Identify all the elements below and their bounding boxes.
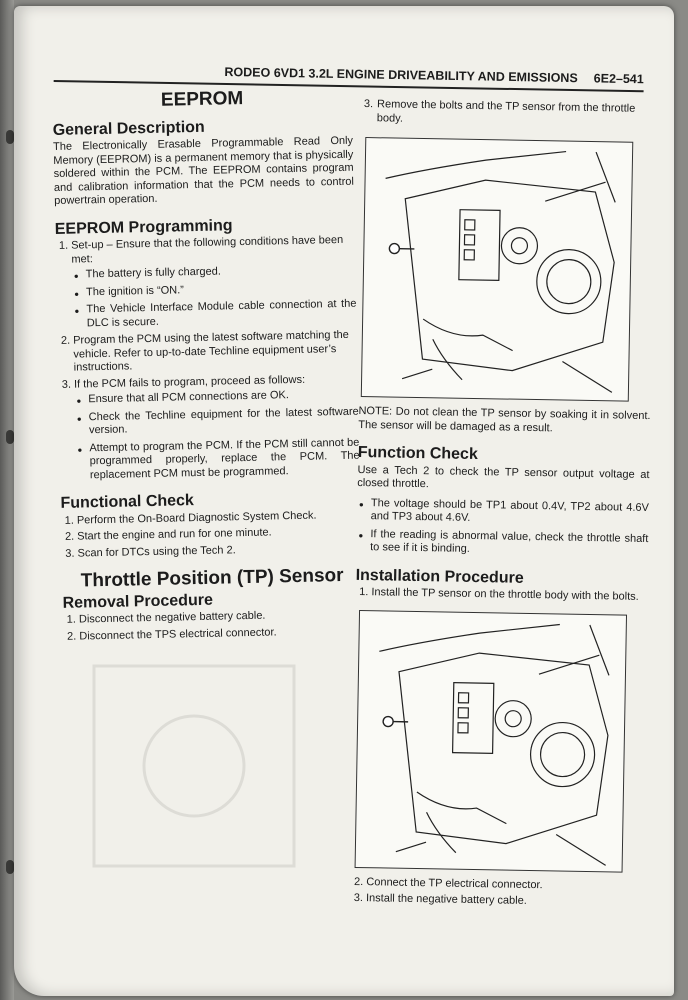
removal-steps <box>63 608 364 644</box>
list-item: 3. Scan for DTCs using the Tech 2. <box>77 541 361 560</box>
programming-steps <box>55 234 360 483</box>
list-item: 3. Install the negative battery cable. <box>366 892 642 910</box>
general-description-text: The Electronically Erasable Programmable Read Only Memory (EEPROM) is a permanent memory that is physically soldered within the PCM. The EEPROM contains program and calibration information that the PCM needs to control powertrain operation. <box>52 134 354 207</box>
installation-steps-continued <box>350 875 642 910</box>
caution-note: NOTE: Do not clean the TP sensor by soaking it in solvent. The sensor will be damaged as a result. <box>358 404 651 434</box>
bullet-list <box>74 388 360 483</box>
binder-hole <box>6 130 14 144</box>
step-number: 3. <box>363 98 374 111</box>
eeprom-programming-heading: EEPROM Programming <box>54 216 233 238</box>
step-text: Remove the bolts and the TP sensor from the throttle body. <box>376 98 636 125</box>
throttle-body-drawing <box>362 138 632 401</box>
functional-check-heading: Functional Check <box>60 492 195 512</box>
list-item: 1. Perform the On-Board Diagnostic System Check. <box>77 508 361 527</box>
bullet-item: ● The ignition is “ON.” <box>86 280 356 299</box>
programming-step <box>74 372 360 482</box>
bullet-list <box>72 263 357 331</box>
step-text: If the PCM fails to program, proceed as follows: <box>73 373 306 391</box>
bullet-list <box>356 496 649 559</box>
bullet-item: ● Attempt to program the PCM. If the PCM still cannot be programmed properly, replace the PCM. The replacement PCM must be programmed. <box>89 436 360 482</box>
function-check-heading: Function Check <box>357 443 478 464</box>
binder-hole <box>6 430 14 444</box>
right-column <box>350 98 656 914</box>
left-column <box>52 87 363 648</box>
throttle-body-drawing <box>356 611 626 872</box>
step-text: Program the PCM using the latest software matching the vehicle. Refer to up-to-date Techline equipment user’s instructions. <box>73 328 349 374</box>
page-number: 6E2–541 <box>593 71 644 87</box>
header-title: RODEO 6VD1 3.2L ENGINE DRIVEABILITY AND EMISSIONS <box>224 64 578 86</box>
bullet-item: ● Check the Techline equipment for the latest software version. <box>89 405 360 438</box>
programming-step <box>71 234 357 331</box>
binder-hole <box>6 860 14 874</box>
page-header <box>54 62 644 92</box>
installation-steps <box>355 586 647 605</box>
tp-sensor-installation-illustration <box>355 609 627 872</box>
function-check-text: Use a Tech 2 to check the TP sensor output voltage at closed throttle. <box>357 463 650 491</box>
bullet-item: ● The Vehicle Interface Module cable connection at the DLC is secure. <box>86 298 357 331</box>
tp-sensor-removal-illustration <box>361 137 633 402</box>
general-description-heading: General Description <box>52 118 205 139</box>
manual-page <box>14 6 674 996</box>
removal-step-3 <box>364 98 656 130</box>
functional-check-steps <box>61 508 362 561</box>
removal-procedure-heading: Removal Procedure <box>62 591 214 612</box>
installation-procedure-heading: Installation Procedure <box>355 566 524 587</box>
eeprom-title: EEPROM <box>160 87 244 111</box>
step-text: Set-up – Ensure that the following conditions have been met: <box>71 233 344 266</box>
list-item: 2. Start the engine and run for one minute. <box>77 525 361 544</box>
list-item: 1. Install the TP sensor on the throttle body with the bolts. <box>371 586 647 604</box>
bleed-through-illustration <box>74 646 324 896</box>
binding-spine <box>0 0 14 1000</box>
tp-sensor-title: Throttle Position (TP) Sensor <box>80 565 344 592</box>
bullet-item: ● The battery is fully charged. <box>86 263 356 282</box>
programming-step <box>73 329 358 375</box>
list-item: 2. Disconnect the TPS electrical connector. <box>79 624 363 643</box>
bullet-item: ● If the reading is abnormal value, check the throttle shaft to see if it is binding. <box>370 528 648 560</box>
bullet-item: ● The voltage should be TP1 about 0.4V, TP2 about 4.6V and TP3 about 4.6V. <box>371 497 649 529</box>
bullet-item: ● Ensure that all PCM connections are OK. <box>88 388 358 407</box>
list-item: 1. Disconnect the negative battery cable. <box>79 608 363 627</box>
list-item: 2. Connect the TP electrical connector. <box>366 876 642 894</box>
